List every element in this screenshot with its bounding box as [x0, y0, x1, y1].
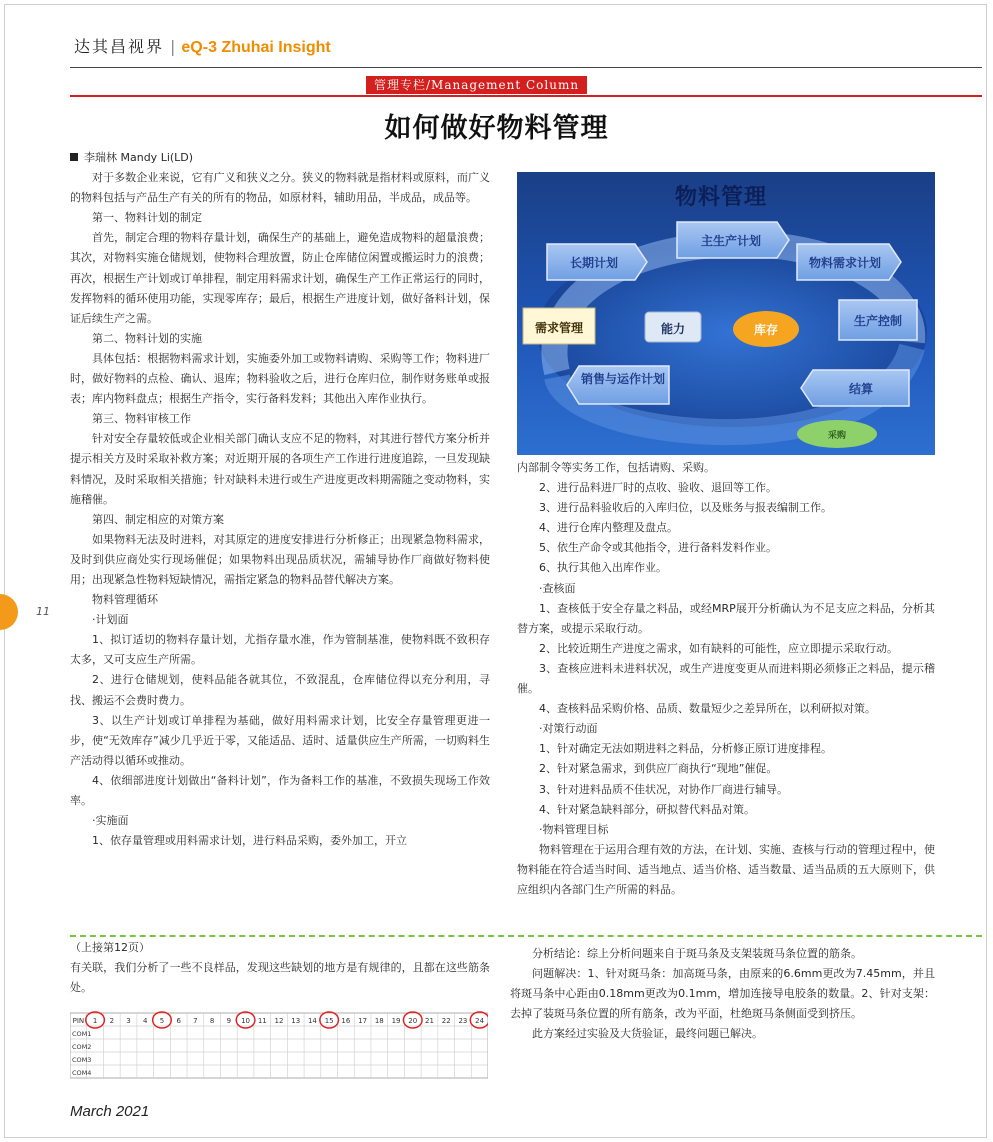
list-item: 4、依细部进度计划做出“备料计划”，作为备料工作的基准，不致损失现场工作效率。: [70, 773, 490, 807]
section-heading: 物料管理循环: [92, 593, 158, 607]
diagram-label-master-production-plan: 主生产计划: [700, 234, 761, 248]
header-en: eQ-3 Zhuhai Insight: [181, 39, 331, 56]
table-header-cell: 10: [241, 1017, 251, 1025]
list-item: 1、查核低于安全存量之料品，或经MRP展开分析确认为不足支应之料品，分析其替方案，或提示采取行动。: [517, 601, 935, 635]
list-item: 1、针对确定无法如期进料之料品，分析修正原订进度排程。: [539, 742, 832, 756]
table-header-cell: 22: [441, 1017, 451, 1025]
paragraph: 对于多数企业来说，它有广义和狭义之分。狭义的物料就是指材料或原料，而广义的物料包括与产品生产有关的所有的物品，如原材料，辅助用品，半成品，成品等。: [70, 171, 490, 205]
list-item: 2、进行品料进厂时的点收、验收、退回等工作。: [539, 481, 777, 495]
table-header-cell: 12: [274, 1017, 284, 1025]
diagram-label-purchasing: 采购: [827, 431, 846, 441]
square-bullet-icon: [70, 153, 78, 161]
article-title: 如何做好物料管理: [384, 113, 609, 144]
table-header-cell: 4: [143, 1017, 148, 1025]
diagram-label-sop: 销售与运作计划: [580, 372, 665, 386]
list-item: 3、以生产计划或订单排程为基础，做好用料需求计划，比安全存量管理更进一步，使“无效库存”减少几乎近于零，又能适品、适时、适量供应生产所需，一切购料生产活动得以循环或推动。: [70, 713, 490, 767]
table-header-cell: 6: [176, 1017, 181, 1025]
paragraph: 首先，制定合理的物料存量计划，确保生产的基础上，避免造成物料的超量浪费；其次，对物料实施仓储规划，使物料合理放置，防止仓库储位闲置或搬运时力的浪费；再次，根据生产计划或订单排程，制定用料需求计划，确保生产工作正常运行的同时，发挥物料的循环使用功能，实现零库存；最后，根据生产进度计划，做好备料计划，保证后续生产之需。: [70, 231, 490, 325]
subsection-heading: ·查核面: [539, 581, 576, 595]
diagram-label-settlement: 结算: [848, 382, 873, 396]
header-rule: [70, 67, 982, 68]
table-header-cell: 20: [408, 1017, 418, 1025]
continued-article-left: [70, 938, 490, 998]
diagram-label-production-control: 生产控制: [853, 314, 902, 328]
continued-note: （上接第12页）: [70, 941, 150, 954]
list-item: 5、依生产命令或其他指令，进行备料发料作业。: [539, 541, 777, 555]
list-item: 3、针对进料品质不佳状况，对协作厂商进行辅导。: [539, 782, 788, 796]
list-item: 4、针对紧急缺料部分，研拟替代料品对策。: [539, 802, 755, 816]
paragraph: 针对安全存量较低或企业相关部门确认支应不足的物料，对其进行替代方案分析并提示相关方及时采取补救方案；对近期开展的各项生产工作进行进度追踪，一旦发现缺料情况，及时采取相关措施；针对缺料未进行或生产进度更改料期需随之变动物料，实施稽催。: [70, 432, 490, 506]
paragraph: 内部制令等实务工作，包括请购、采购。: [517, 461, 715, 474]
table-header-cell: 11: [257, 1017, 267, 1025]
table-header-cell: 3: [126, 1017, 131, 1025]
left-column: [70, 148, 490, 851]
column-rule: [70, 95, 982, 97]
list-item: 1、依存量管理或用料需求计划，进行料品采购，委外加工，开立: [92, 834, 407, 848]
magazine-header: [74, 34, 331, 57]
list-item: 6、执行其他入出库作业。: [539, 561, 667, 575]
table-header-cell: 5: [159, 1017, 165, 1025]
paragraph: 有关联，我们分析了一些不良样品，发现这些缺划的地方是有规律的，且都在这些筋条处。: [70, 961, 490, 995]
table-header-cell: 16: [341, 1017, 351, 1025]
table-header-cell: 21: [425, 1017, 434, 1025]
section-heading: 第三、物料审核工作: [92, 412, 191, 426]
paragraph: 如果物料无法及时进料，对其原定的进度安排进行分析修正；出现紧急物料需求，及时到供应商处实行现场催促；如果物料出现品质状况，需辅导协作厂商做好物料使用；出现紧急性物料短缺情况，需指定紧急的物料品替代解决方案。: [70, 532, 490, 586]
header-cn: 达其昌视界: [74, 37, 165, 56]
table-row-label: COM4: [72, 1069, 92, 1077]
issue-date: March 2021: [70, 1103, 150, 1120]
diagram-label-capacity: 能力: [660, 322, 685, 336]
table-header-cell: 13: [291, 1017, 301, 1025]
table-header-cell: 15: [324, 1017, 334, 1025]
section-heading: 第四、制定相应的对策方案: [92, 512, 224, 526]
diagram-label-inventory: 库存: [753, 323, 778, 337]
header-separator: |: [170, 37, 176, 56]
material-management-diagram: [517, 172, 935, 455]
table-row-label: COM2: [72, 1043, 92, 1051]
diagram-label-long-term-plan: 长期计划: [569, 256, 618, 270]
pin-table-figure: [70, 1005, 488, 1081]
table-header-cell: 2: [109, 1017, 115, 1025]
subsection-heading: ·物料管理目标: [539, 822, 609, 836]
list-item: 1、拟订适切的物料存量计划，尤指存量水准，作为管制基准，使物料既不致积存太多，又可支应生产所需。: [70, 633, 490, 667]
paragraph: 此方案经过实验及大货验证，最终问题已解决。: [532, 1027, 763, 1041]
subsection-heading: ·对策行动面: [539, 722, 598, 736]
table-header-cell: 14: [307, 1017, 317, 1025]
list-item: 2、比较近期生产进度之需求，如有缺料的可能性，应立即提示采取行动。: [539, 641, 898, 655]
table-header-cell: 24: [475, 1017, 485, 1025]
table-header-cell: 9: [226, 1017, 232, 1025]
table-header-cell: 19: [391, 1017, 401, 1025]
table-header-cell: PIN: [72, 1017, 85, 1025]
list-item: 3、查核应进料未进料状况，或生产进度变更从而进料期必须修正之料品，提示稽催。: [517, 661, 935, 696]
list-item: 4、查核料品采购价格、品质、数量短少之差异所在，以利研拟对策。: [539, 702, 876, 716]
table-header-cell: 1: [92, 1017, 98, 1025]
diagram-label-demand-management: 需求管理: [534, 321, 583, 335]
list-item: 3、进行品料验收后的入库归位，以及账务与报表编制工作。: [539, 501, 832, 515]
table-header-cell: 23: [458, 1017, 468, 1025]
diagram-label-mrp: 物料需求计划: [808, 256, 881, 270]
table-header-cell: 17: [358, 1017, 368, 1025]
page-number: 11: [36, 605, 50, 618]
author-line: [70, 148, 490, 168]
subsection-heading: ·实施面: [92, 814, 129, 828]
diagram-title: 物料管理: [675, 184, 768, 210]
paragraph: 问题解决：1、针对斑马条：加高斑马条，由原来的6.6mm更改为7.45mm，并且将斑马条中心距由0.18mm更改为0.1mm，增加连接导电胶条的数量。2、针对支架：去掉了装斑马条位置的所有筋条，改为平面，杜绝斑马条侧面受到挤压。: [510, 967, 935, 1021]
section-heading: 第一、物料计划的制定: [92, 211, 202, 225]
section-heading: 第二、物料计划的实施: [92, 331, 202, 345]
table-header-cell: 18: [374, 1017, 384, 1025]
subsection-heading: ·计划面: [92, 613, 129, 627]
right-column: [517, 458, 935, 900]
dashed-divider: [70, 935, 982, 937]
table-row-label: COM1: [72, 1030, 92, 1038]
continued-article-right: [510, 944, 935, 1044]
list-item: 2、进行仓储规划，使料品能各就其位，不致混乱，仓库储位得以充分利用，寻找、搬运不会费时费力。: [70, 673, 490, 707]
pin-table-graphic: [70, 1005, 488, 1081]
paragraph: 具体包括：根据物料需求计划，实施委外加工或物料请购、采购等工作；物料进厂时，做好物料的点检、确认、退库；物料验收之后，进行仓库归位，制作财务账单或报表；库内物料盘点；根据生产指令，实行备料发料；其他出入库作业执行。: [70, 351, 490, 406]
table-header-cell: 7: [193, 1017, 198, 1025]
paragraph: 物料管理在于运用合理有效的方法，在计划、实施、查核与行动的管理过程中，使物料能在符合适当时间、适当地点、适当价格、适当数量、适当品质的五大原则下，供应组织内各部门生产所需的料品。: [517, 842, 935, 896]
list-item: 4、进行仓库内整理及盘点。: [539, 521, 678, 535]
author-name: 李瑞林 Mandy Li(LD): [84, 151, 194, 164]
table-row-label: COM3: [72, 1056, 92, 1064]
table-header-cell: 8: [209, 1017, 215, 1025]
column-tag: 管理专栏/Management Column: [366, 76, 587, 94]
list-item: 2、针对紧急需求，到供应厂商执行“现地”催促。: [539, 762, 778, 776]
paragraph: 分析结论：综上分析问题来自于斑马条及支架装斑马条位置的筋条。: [532, 947, 862, 960]
